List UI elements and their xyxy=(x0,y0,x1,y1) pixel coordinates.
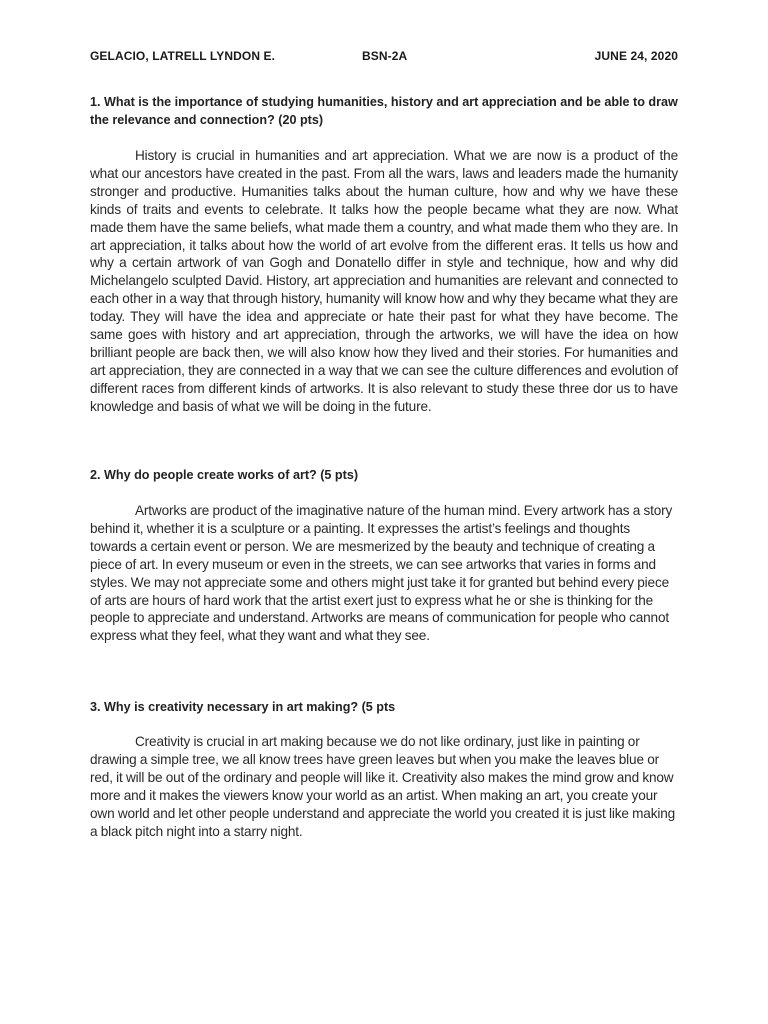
answer-1: History is crucial in humanities and art appreciation. What we are now is a product of the what our ancestors have created in the past. From all the wars, laws and leaders made the humanity stronger and productive. Humanities talks about the human culture, how and why we have these kinds of traits and events to celebrate. It talks how the people became what they are now. What made them have the same beliefs, what made them a country, and what made them who they are. In art appreciation, it talks about how the world of art evolve from the different eras. It tells us how and why a certain artwork of van Gogh and Donatello differ in style and technique, how and why did Michelangelo sculpted David. History, art appreciation and humanities are relevant and connected to each other in a way that through history, humanity will know how and why they became what they are today. They will have the idea and appreciate or hate their past for what they have become. The same goes with history and art appreciation, through the artworks, we will have the idea on how brilliant people are back then, we will also know how they lived and their stories. For humanities and art appreciation, they are connected in a way that we can see the culture differences and evolution of different races from different kinds of artworks. It is also relevant to study these three dor us to have knowledge and basis of what we will be doing in the future. xyxy=(90,148,678,414)
question-3: 3. Why is creativity necessary in art making? (5 pts xyxy=(90,700,396,714)
answer-2: Artworks are product of the imaginative nature of the human mind. Every artwork has a story behind it, whether it is a sculpture or a painting. It expresses the artist’s feelings and thoughts towards a certain event or person. We are mesmerized by the beauty and technique of creating a piece of art. In every museum or even in the streets, we can see artworks that varies in forms and styles. We may not appreciate some and others might just take it for granted but behind every piece of arts are hours of hard work that the artist exert just to express what he or she is thinking for the people to appreciate and understand. Artworks are means of communication for people who cannot express what they feel, what they want and what they see. xyxy=(90,503,673,644)
answer-3: Creativity is crucial in art making because we do not like ordinary, just like in painting or drawing a simple tree, we all know trees have green leaves but when you make the leaves blue or red, it will be out of the ordinary and people will like it. Creativity also makes the mind grow and know more and it makes the viewers know your world as an artist. When making an art, you create your own world and let other people understand and appreciate the world you created it is just like making a black pitch night into a starry night. xyxy=(90,734,676,839)
question-2: 2. Why do people create works of art? (5 pts) xyxy=(90,468,359,482)
document-date: JUNE 24, 2020 xyxy=(594,49,678,63)
student-section: BSN-2A xyxy=(362,49,408,63)
student-name: GELACIO, LATRELL LYNDON E. xyxy=(90,49,276,63)
document-header xyxy=(90,49,678,67)
question-1: 1. What is the importance of studying humanities, history and art appreciation and be able to draw the relevance and connection? (20 pts) xyxy=(90,95,678,127)
